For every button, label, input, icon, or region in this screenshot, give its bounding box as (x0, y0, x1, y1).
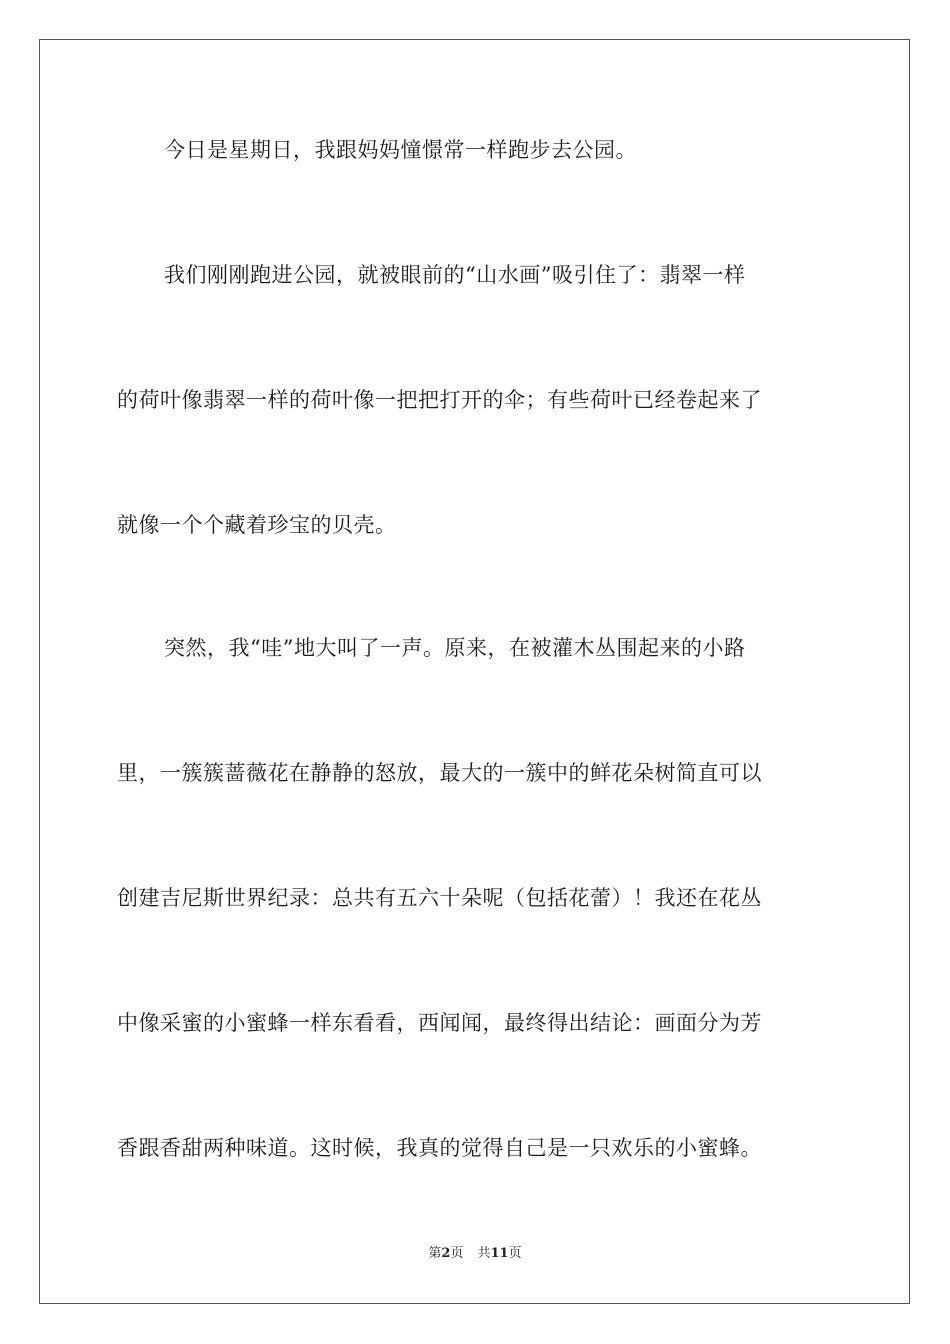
page-footer (0, 1242, 950, 1261)
total-pages: 11 (490, 1246, 509, 1261)
paragraph-3-line-3: 创建吉尼斯世界纪录：总共有五六十朵呢（包括花蕾）！我还在花丛 (117, 886, 762, 910)
page-suffix: 页 (450, 1246, 464, 1261)
paragraph-2-line-1: 我们刚刚跑进公园，就被眼前的“山水画”吸引住了：翡翠一样 (164, 263, 746, 287)
paragraph-3-line-4: 中像采蜜的小蜜蜂一样东看看，西闻闻，最终得出结论：画面分为芳 (117, 1011, 762, 1035)
page-prefix: 第 (428, 1246, 442, 1261)
paragraph-3-line-5: 香跟香甜两种味道。这时候，我真的觉得自己是一只欢乐的小蜜蜂。 (117, 1136, 762, 1160)
paragraph-1-line-1: 今日是星期日，我跟妈妈憧憬常一样跑步去公园。 (164, 138, 637, 162)
page-frame (39, 39, 910, 1304)
paragraph-2-line-2: 的荷叶像翡翠一样的荷叶像一把把打开的伞；有些荷叶已经卷起来了 (117, 388, 762, 412)
page-number: 2 (441, 1246, 451, 1261)
paragraph-3-line-1: 突然，我“哇”地大叫了一声。原来，在被灌木丛围起来的小路 (164, 636, 746, 660)
paragraph-2-line-3: 就像一个个藏着珍宝的贝壳。 (117, 513, 397, 537)
total-prefix: 共 (477, 1246, 491, 1261)
paragraph-3-line-2: 里，一簇簇蔷薇花在静静的怒放，最大的一簇中的鲜花朵树简直可以 (117, 761, 762, 785)
total-suffix: 页 (508, 1246, 522, 1261)
